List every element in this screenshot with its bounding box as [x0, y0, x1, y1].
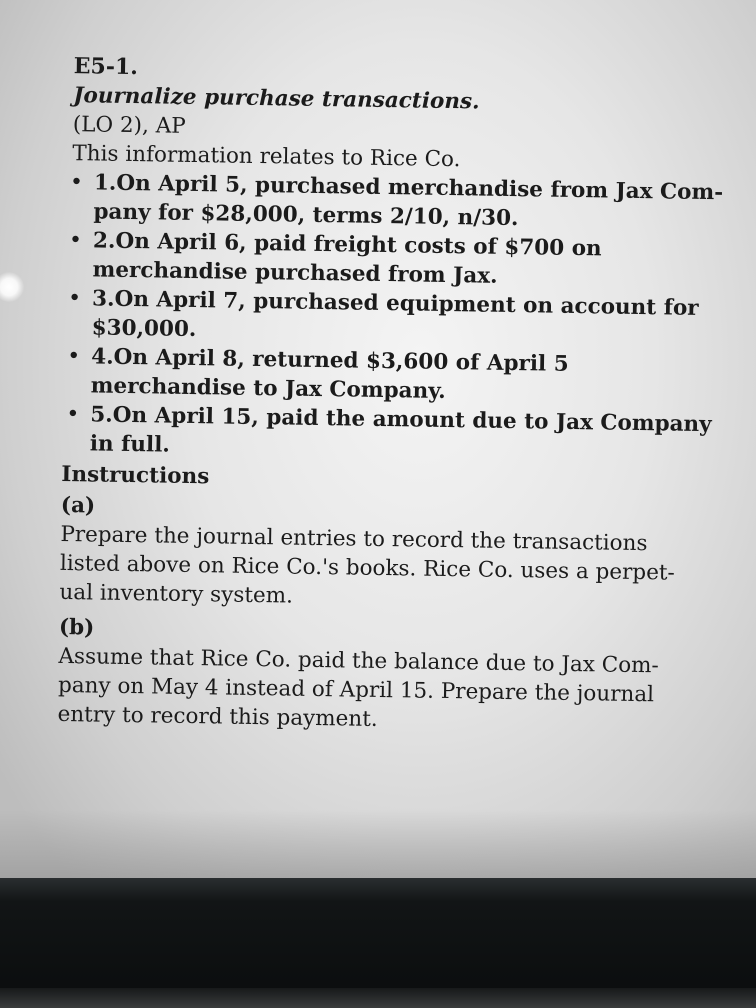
bullet-icon: •	[67, 286, 82, 312]
bullet-icon: •	[66, 402, 80, 428]
list-item	[64, 226, 730, 294]
bullet-icon: •	[67, 344, 81, 370]
learning-objective: (LO 2), AP	[72, 112, 186, 139]
exercise-code: E5-1.	[73, 53, 139, 81]
bullet-icon: •	[68, 228, 83, 254]
transaction-text: 2.On April 6, paid freight costs of $700 on merchandise purchased from Jax.	[92, 228, 602, 289]
exercise-subtitle: Journalize purchase transactions.	[73, 83, 480, 115]
list-item	[65, 168, 731, 236]
transaction-list	[62, 168, 731, 468]
light-glare	[0, 272, 24, 302]
monitor-base-edge	[0, 988, 756, 1008]
part-b-label: (b)	[58, 614, 95, 641]
transaction-text: 5.On April 15, paid the amount due to Jax Company in full.	[89, 402, 712, 458]
exercise-document	[57, 52, 733, 739]
list-item	[63, 284, 729, 352]
instructions-heading: Instructions	[61, 461, 210, 490]
transaction-text: 4.On April 8, returned $3,600 of April 5 merchandise to Jax Company.	[90, 344, 569, 404]
part-a-label: (a)	[60, 492, 96, 519]
intro-text: This information relates to Rice Co.	[72, 141, 461, 173]
list-item	[63, 342, 729, 410]
transaction-text: 3.On April 7, purchased equipment on account for $30,000.	[91, 286, 699, 343]
transaction-text: 1.On April 5, purchased merchandise from Jax Com- pany for $28,000, terms 2/10, n/30.	[93, 170, 724, 232]
part-a-text: Prepare the journal entries to record the transactions listed above on Rice Co.'s books. Rice Co. uses a perpet- ual inventory system.	[59, 521, 675, 609]
list-item	[62, 400, 728, 468]
bullet-icon: •	[69, 170, 84, 196]
part-b-text: Assume that Rice Co. paid the balance due to Jax Com- pany on May 4 instead of April 15. Prepare the journal entry to record this payment.	[57, 643, 660, 732]
